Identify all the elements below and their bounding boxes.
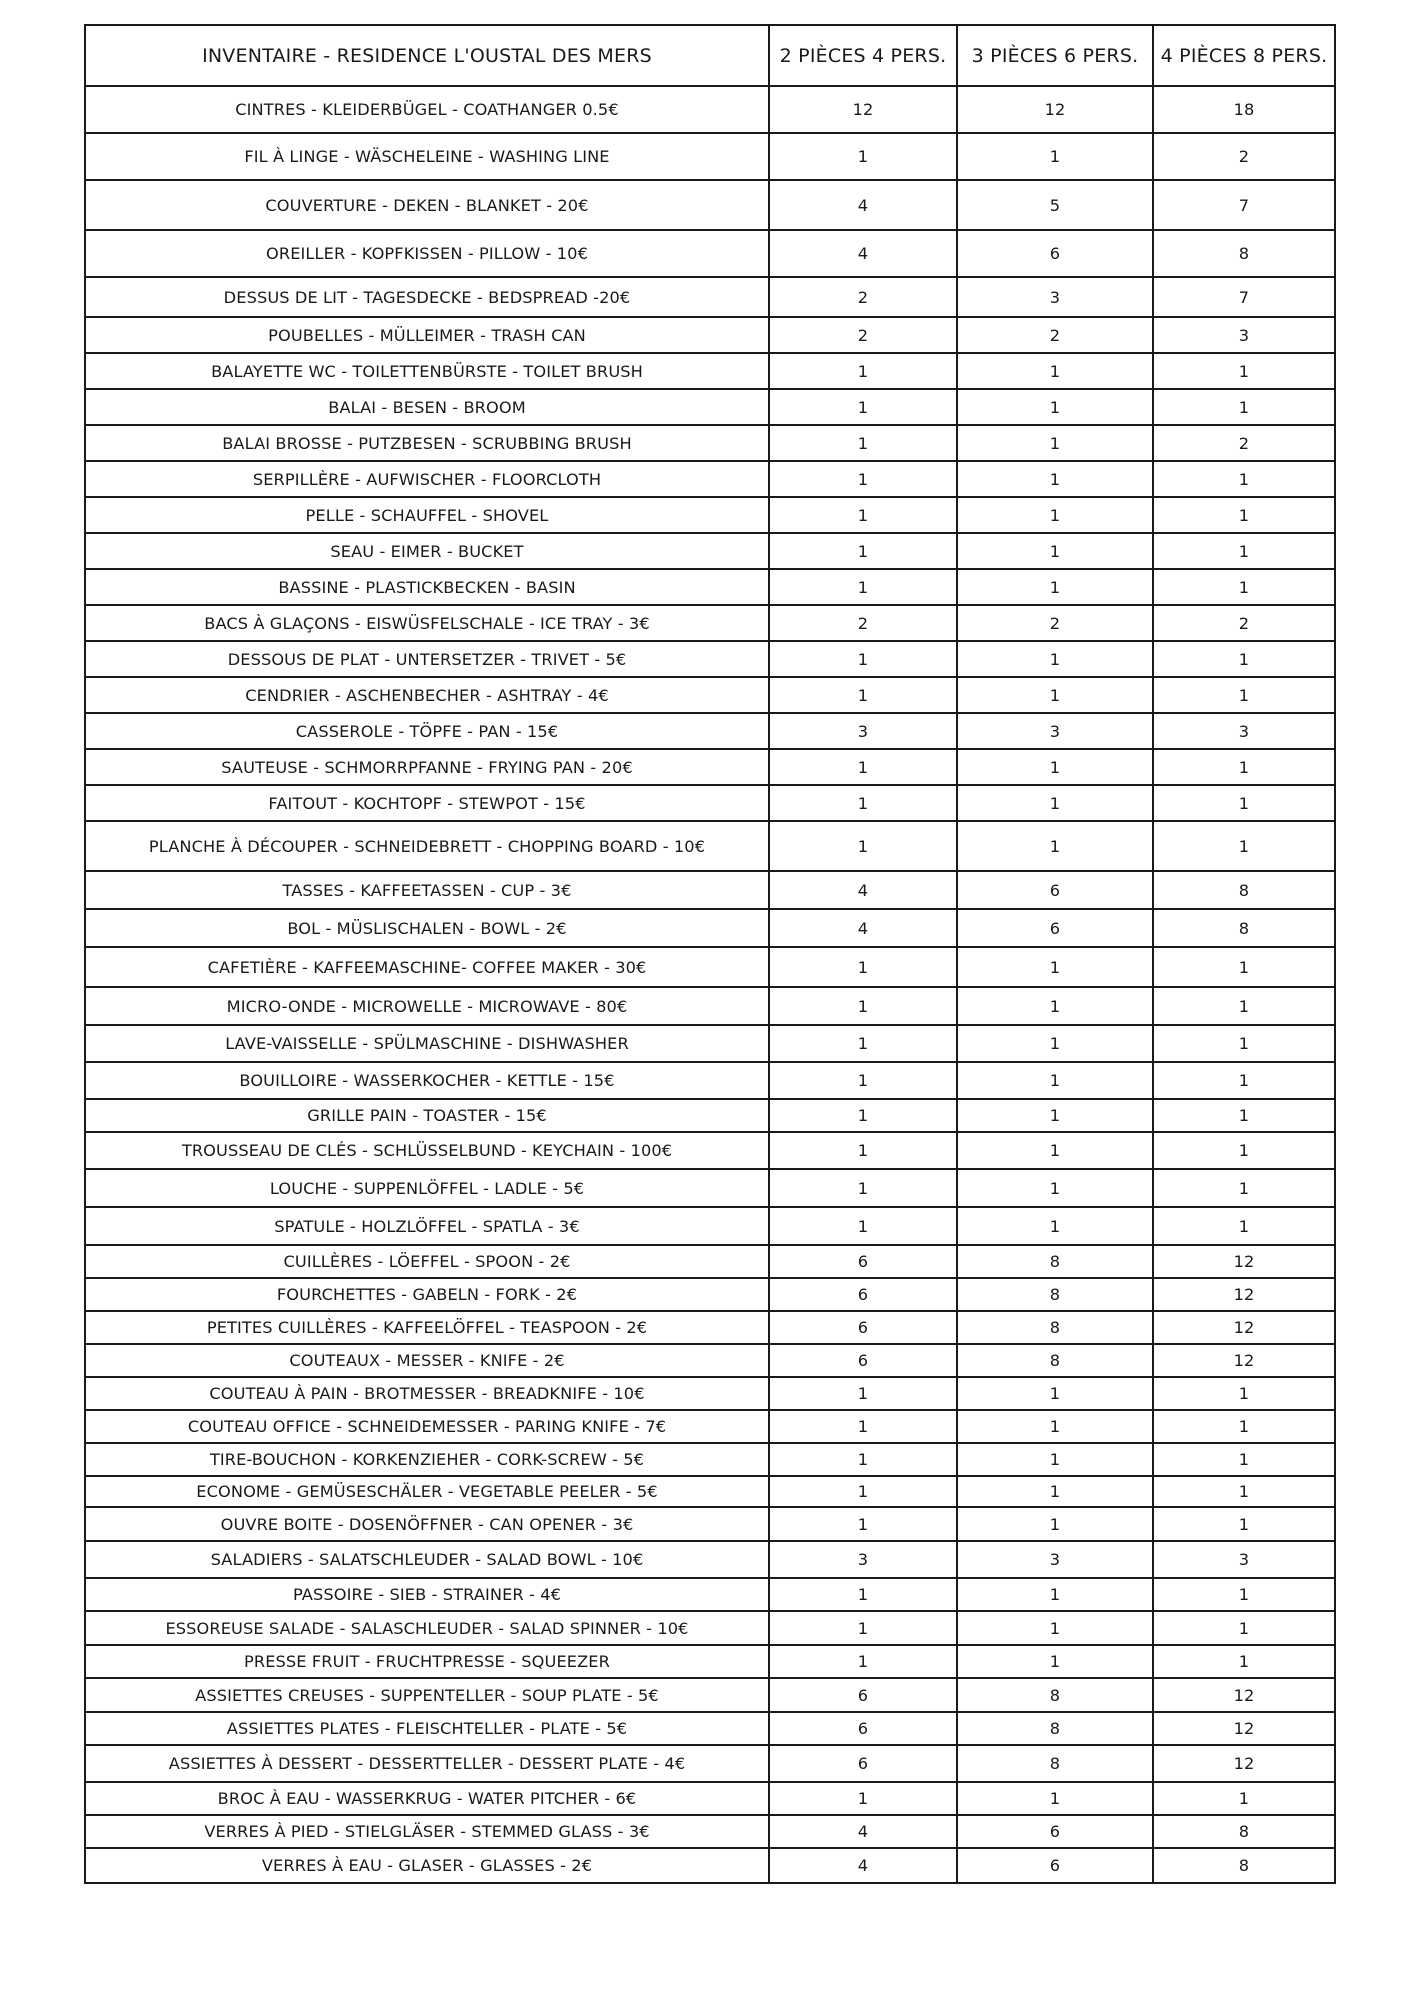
- qty-4-pieces: 8: [1153, 230, 1335, 277]
- item-name: OREILLER - KOPFKISSEN - PILLOW - 10€: [85, 230, 769, 277]
- qty-3-pieces: 1: [957, 389, 1153, 425]
- item-name: BALAI - BESEN - BROOM: [85, 389, 769, 425]
- qty-2-pieces: 2: [769, 317, 957, 353]
- qty-4-pieces: 1: [1153, 947, 1335, 987]
- table-row: [85, 1476, 1335, 1507]
- item-name: COUTEAU À PAIN - BROTMESSER - BREADKNIFE - 10€: [85, 1377, 769, 1410]
- table-row: [85, 353, 1335, 389]
- qty-3-pieces: 1: [957, 785, 1153, 821]
- qty-3-pieces: 1: [957, 677, 1153, 713]
- qty-2-pieces: 1: [769, 1207, 957, 1245]
- item-name: CENDRIER - ASCHENBECHER - ASHTRAY - 4€: [85, 677, 769, 713]
- item-name: TIRE-BOUCHON - KORKENZIEHER - CORK-SCREW - 5€: [85, 1443, 769, 1476]
- qty-2-pieces: 1: [769, 1099, 957, 1132]
- qty-3-pieces: 1: [957, 1099, 1153, 1132]
- qty-4-pieces: 8: [1153, 871, 1335, 909]
- qty-3-pieces: 3: [957, 1541, 1153, 1578]
- item-name: SEAU - EIMER - BUCKET: [85, 533, 769, 569]
- table-title: INVENTAIRE - RESIDENCE L'OUSTAL DES MERS: [85, 25, 769, 86]
- item-name: COUVERTURE - DEKEN - BLANKET - 20€: [85, 180, 769, 230]
- qty-2-pieces: 4: [769, 180, 957, 230]
- qty-3-pieces: 1: [957, 1169, 1153, 1207]
- item-name: CUILLÈRES - LÖEFFEL - SPOON - 2€: [85, 1245, 769, 1278]
- item-name: FOURCHETTES - GABELN - FORK - 2€: [85, 1278, 769, 1311]
- item-name: ASSIETTES CREUSES - SUPPENTELLER - SOUP PLATE - 5€: [85, 1678, 769, 1712]
- table-row: [85, 1745, 1335, 1782]
- qty-3-pieces: 5: [957, 180, 1153, 230]
- item-name: VERRES À EAU - GLASER - GLASSES - 2€: [85, 1848, 769, 1883]
- qty-4-pieces: 12: [1153, 1745, 1335, 1782]
- qty-2-pieces: 1: [769, 133, 957, 180]
- qty-3-pieces: 1: [957, 133, 1153, 180]
- qty-2-pieces: 4: [769, 230, 957, 277]
- table-row: [85, 1611, 1335, 1645]
- qty-2-pieces: 6: [769, 1278, 957, 1311]
- table-row: [85, 1245, 1335, 1278]
- qty-2-pieces: 1: [769, 947, 957, 987]
- qty-4-pieces: 3: [1153, 713, 1335, 749]
- table-row: [85, 1645, 1335, 1678]
- qty-3-pieces: 1: [957, 1377, 1153, 1410]
- qty-2-pieces: 4: [769, 909, 957, 947]
- item-name: VERRES À PIED - STIELGLÄSER - STEMMED GLASS - 3€: [85, 1815, 769, 1848]
- item-name: POUBELLES - MÜLLEIMER - TRASH CAN: [85, 317, 769, 353]
- qty-2-pieces: 12: [769, 86, 957, 133]
- item-name: PRESSE FRUIT - FRUCHTPRESSE - SQUEEZER: [85, 1645, 769, 1678]
- inventory-table: [84, 24, 1336, 1884]
- table-row: [85, 713, 1335, 749]
- qty-3-pieces: 1: [957, 533, 1153, 569]
- qty-3-pieces: 1: [957, 641, 1153, 677]
- item-name: SERPILLÈRE - AUFWISCHER - FLOORCLOTH: [85, 461, 769, 497]
- qty-4-pieces: 12: [1153, 1311, 1335, 1344]
- item-name: COUTEAUX - MESSER - KNIFE - 2€: [85, 1344, 769, 1377]
- qty-3-pieces: 1: [957, 569, 1153, 605]
- qty-3-pieces: 1: [957, 1578, 1153, 1611]
- qty-4-pieces: 12: [1153, 1278, 1335, 1311]
- item-name: ASSIETTES À DESSERT - DESSERTTELLER - DESSERT PLATE - 4€: [85, 1745, 769, 1782]
- inventory-sheet: [84, 24, 1334, 1884]
- qty-4-pieces: 1: [1153, 677, 1335, 713]
- qty-2-pieces: 3: [769, 713, 957, 749]
- column-header-4-pieces: 4 PIÈCES 8 PERS.: [1153, 25, 1335, 86]
- qty-4-pieces: 1: [1153, 1132, 1335, 1169]
- table-row: [85, 1099, 1335, 1132]
- qty-4-pieces: 1: [1153, 1611, 1335, 1645]
- qty-2-pieces: 2: [769, 605, 957, 641]
- qty-3-pieces: 2: [957, 317, 1153, 353]
- table-row: [85, 1278, 1335, 1311]
- qty-4-pieces: 1: [1153, 1099, 1335, 1132]
- qty-4-pieces: 12: [1153, 1712, 1335, 1745]
- qty-4-pieces: 1: [1153, 1782, 1335, 1815]
- item-name: ESSOREUSE SALADE - SALASCHLEUDER - SALAD SPINNER - 10€: [85, 1611, 769, 1645]
- qty-2-pieces: 1: [769, 533, 957, 569]
- qty-3-pieces: 1: [957, 1782, 1153, 1815]
- qty-3-pieces: 8: [957, 1311, 1153, 1344]
- qty-3-pieces: 6: [957, 1815, 1153, 1848]
- item-name: DESSUS DE LIT - TAGESDECKE - BEDSPREAD -20€: [85, 277, 769, 317]
- table-row: [85, 987, 1335, 1025]
- qty-3-pieces: 1: [957, 947, 1153, 987]
- qty-2-pieces: 1: [769, 641, 957, 677]
- qty-4-pieces: 12: [1153, 1344, 1335, 1377]
- qty-4-pieces: 1: [1153, 1062, 1335, 1099]
- qty-2-pieces: 6: [769, 1745, 957, 1782]
- qty-2-pieces: 1: [769, 1377, 957, 1410]
- qty-3-pieces: 6: [957, 871, 1153, 909]
- item-name: TASSES - KAFFEETASSEN - CUP - 3€: [85, 871, 769, 909]
- item-name: BOL - MÜSLISCHALEN - BOWL - 2€: [85, 909, 769, 947]
- qty-4-pieces: 2: [1153, 425, 1335, 461]
- item-name: BALAYETTE WC - TOILETTENBÜRSTE - TOILET BRUSH: [85, 353, 769, 389]
- qty-2-pieces: 1: [769, 569, 957, 605]
- qty-2-pieces: 1: [769, 1443, 957, 1476]
- qty-3-pieces: 1: [957, 1507, 1153, 1541]
- qty-3-pieces: 2: [957, 605, 1153, 641]
- qty-4-pieces: 1: [1153, 1645, 1335, 1678]
- qty-3-pieces: 1: [957, 1410, 1153, 1443]
- qty-3-pieces: 1: [957, 1476, 1153, 1507]
- table-row: [85, 605, 1335, 641]
- qty-2-pieces: 6: [769, 1678, 957, 1712]
- qty-3-pieces: 1: [957, 1611, 1153, 1645]
- qty-3-pieces: 1: [957, 461, 1153, 497]
- qty-2-pieces: 1: [769, 677, 957, 713]
- qty-4-pieces: 1: [1153, 1507, 1335, 1541]
- table-row: [85, 1410, 1335, 1443]
- qty-2-pieces: 4: [769, 871, 957, 909]
- item-name: COUTEAU OFFICE - SCHNEIDEMESSER - PARING KNIFE - 7€: [85, 1410, 769, 1443]
- qty-2-pieces: 1: [769, 461, 957, 497]
- table-row: [85, 909, 1335, 947]
- qty-2-pieces: 1: [769, 497, 957, 533]
- item-name: PLANCHE À DÉCOUPER - SCHNEIDEBRETT - CHOPPING BOARD - 10€: [85, 821, 769, 871]
- qty-2-pieces: 2: [769, 277, 957, 317]
- qty-4-pieces: 12: [1153, 1678, 1335, 1712]
- table-row: [85, 947, 1335, 987]
- item-name: OUVRE BOITE - DOSENÖFFNER - CAN OPENER - 3€: [85, 1507, 769, 1541]
- item-name: SPATULE - HOLZLÖFFEL - SPATLA - 3€: [85, 1207, 769, 1245]
- item-name: SAUTEUSE - SCHMORRPFANNE - FRYING PAN - 20€: [85, 749, 769, 785]
- qty-4-pieces: 8: [1153, 1848, 1335, 1883]
- item-name: CINTRES - KLEIDERBÜGEL - COATHANGER 0.5€: [85, 86, 769, 133]
- qty-3-pieces: 1: [957, 749, 1153, 785]
- qty-2-pieces: 1: [769, 1476, 957, 1507]
- qty-2-pieces: 1: [769, 785, 957, 821]
- qty-2-pieces: 1: [769, 1169, 957, 1207]
- qty-4-pieces: 2: [1153, 133, 1335, 180]
- qty-2-pieces: 1: [769, 749, 957, 785]
- qty-4-pieces: 18: [1153, 86, 1335, 133]
- qty-4-pieces: 1: [1153, 1377, 1335, 1410]
- item-name: CAFETIÈRE - KAFFEEMASCHINE- COFFEE MAKER - 30€: [85, 947, 769, 987]
- table-row: [85, 86, 1335, 133]
- qty-2-pieces: 1: [769, 425, 957, 461]
- qty-2-pieces: 6: [769, 1311, 957, 1344]
- item-name: DESSOUS DE PLAT - UNTERSETZER - TRIVET - 5€: [85, 641, 769, 677]
- qty-3-pieces: 1: [957, 497, 1153, 533]
- qty-2-pieces: 1: [769, 1578, 957, 1611]
- qty-2-pieces: 1: [769, 1645, 957, 1678]
- item-name: ECONOME - GEMÜSESCHÄLER - VEGETABLE PEELER - 5€: [85, 1476, 769, 1507]
- table-row: [85, 180, 1335, 230]
- item-name: GRILLE PAIN - TOASTER - 15€: [85, 1099, 769, 1132]
- table-row: [85, 871, 1335, 909]
- header-row: [85, 25, 1335, 86]
- table-row: [85, 1678, 1335, 1712]
- item-name: PASSOIRE - SIEB - STRAINER - 4€: [85, 1578, 769, 1611]
- column-header-2-pieces: 2 PIÈCES 4 PERS.: [769, 25, 957, 86]
- qty-4-pieces: 3: [1153, 1541, 1335, 1578]
- table-row: [85, 569, 1335, 605]
- table-row: [85, 641, 1335, 677]
- qty-4-pieces: 1: [1153, 749, 1335, 785]
- item-name: SALADIERS - SALATSCHLEUDER - SALAD BOWL - 10€: [85, 1541, 769, 1578]
- qty-2-pieces: 1: [769, 1410, 957, 1443]
- table-row: [85, 317, 1335, 353]
- qty-4-pieces: 1: [1153, 1025, 1335, 1062]
- qty-3-pieces: 1: [957, 1443, 1153, 1476]
- qty-3-pieces: 1: [957, 1645, 1153, 1678]
- item-name: BASSINE - PLASTICKBECKEN - BASIN: [85, 569, 769, 605]
- qty-3-pieces: 8: [957, 1712, 1153, 1745]
- table-row: [85, 1443, 1335, 1476]
- qty-3-pieces: 8: [957, 1245, 1153, 1278]
- qty-4-pieces: 1: [1153, 533, 1335, 569]
- table-row: [85, 1207, 1335, 1245]
- qty-3-pieces: 1: [957, 1062, 1153, 1099]
- qty-2-pieces: 1: [769, 353, 957, 389]
- qty-3-pieces: 1: [957, 353, 1153, 389]
- table-row: [85, 1712, 1335, 1745]
- qty-4-pieces: 1: [1153, 1578, 1335, 1611]
- table-row: [85, 1062, 1335, 1099]
- qty-3-pieces: 8: [957, 1678, 1153, 1712]
- qty-3-pieces: 12: [957, 86, 1153, 133]
- qty-2-pieces: 4: [769, 1848, 957, 1883]
- table-row: [85, 785, 1335, 821]
- table-row: [85, 461, 1335, 497]
- item-name: FAITOUT - KOCHTOPF - STEWPOT - 15€: [85, 785, 769, 821]
- table-row: [85, 1377, 1335, 1410]
- qty-2-pieces: 1: [769, 389, 957, 425]
- item-name: TROUSSEAU DE CLÉS - SCHLÜSSELBUND - KEYCHAIN - 100€: [85, 1132, 769, 1169]
- qty-2-pieces: 4: [769, 1815, 957, 1848]
- table-row: [85, 1782, 1335, 1815]
- qty-2-pieces: 1: [769, 1062, 957, 1099]
- table-row: [85, 133, 1335, 180]
- qty-3-pieces: 3: [957, 713, 1153, 749]
- qty-4-pieces: 12: [1153, 1245, 1335, 1278]
- qty-4-pieces: 7: [1153, 277, 1335, 317]
- qty-4-pieces: 3: [1153, 317, 1335, 353]
- table-row: [85, 1025, 1335, 1062]
- table-row: [85, 1344, 1335, 1377]
- table-row: [85, 1507, 1335, 1541]
- qty-4-pieces: 1: [1153, 1476, 1335, 1507]
- qty-4-pieces: 1: [1153, 353, 1335, 389]
- qty-4-pieces: 1: [1153, 497, 1335, 533]
- qty-3-pieces: 1: [957, 987, 1153, 1025]
- qty-4-pieces: 2: [1153, 605, 1335, 641]
- item-name: ASSIETTES PLATES - FLEISCHTELLER - PLATE - 5€: [85, 1712, 769, 1745]
- item-name: LOUCHE - SUPPENLÖFFEL - LADLE - 5€: [85, 1169, 769, 1207]
- item-name: PETITES CUILLÈRES - KAFFEELÖFFEL - TEASPOON - 2€: [85, 1311, 769, 1344]
- qty-2-pieces: 6: [769, 1245, 957, 1278]
- table-row: [85, 533, 1335, 569]
- qty-3-pieces: 8: [957, 1745, 1153, 1782]
- qty-4-pieces: 1: [1153, 1207, 1335, 1245]
- qty-2-pieces: 6: [769, 1712, 957, 1745]
- column-header-3-pieces: 3 PIÈCES 6 PERS.: [957, 25, 1153, 86]
- qty-2-pieces: 1: [769, 1611, 957, 1645]
- qty-3-pieces: 1: [957, 1207, 1153, 1245]
- qty-3-pieces: 3: [957, 277, 1153, 317]
- qty-4-pieces: 1: [1153, 569, 1335, 605]
- table-row: [85, 1578, 1335, 1611]
- qty-3-pieces: 8: [957, 1344, 1153, 1377]
- item-name: BACS À GLAÇONS - EISWÜSFELSCHALE - ICE TRAY - 3€: [85, 605, 769, 641]
- table-row: [85, 389, 1335, 425]
- qty-3-pieces: 1: [957, 1132, 1153, 1169]
- qty-2-pieces: 1: [769, 1782, 957, 1815]
- table-row: [85, 1815, 1335, 1848]
- qty-4-pieces: 1: [1153, 785, 1335, 821]
- qty-4-pieces: 1: [1153, 461, 1335, 497]
- qty-3-pieces: 1: [957, 425, 1153, 461]
- qty-2-pieces: 6: [769, 1344, 957, 1377]
- qty-4-pieces: 1: [1153, 641, 1335, 677]
- table-row: [85, 230, 1335, 277]
- table-row: [85, 1169, 1335, 1207]
- qty-3-pieces: 1: [957, 821, 1153, 871]
- item-name: BALAI BROSSE - PUTZBESEN - SCRUBBING BRUSH: [85, 425, 769, 461]
- qty-4-pieces: 1: [1153, 389, 1335, 425]
- item-name: MICRO-ONDE - MICROWELLE - MICROWAVE - 80€: [85, 987, 769, 1025]
- table-row: [85, 497, 1335, 533]
- qty-4-pieces: 8: [1153, 1815, 1335, 1848]
- qty-3-pieces: 1: [957, 1025, 1153, 1062]
- item-name: LAVE-VAISSELLE - SPÜLMASCHINE - DISHWASHER: [85, 1025, 769, 1062]
- item-name: FIL À LINGE - WÄSCHELEINE - WASHING LINE: [85, 133, 769, 180]
- qty-2-pieces: 1: [769, 1507, 957, 1541]
- qty-2-pieces: 1: [769, 821, 957, 871]
- qty-4-pieces: 1: [1153, 1169, 1335, 1207]
- table-row: [85, 425, 1335, 461]
- table-row: [85, 677, 1335, 713]
- table-row: [85, 1311, 1335, 1344]
- table-row: [85, 1848, 1335, 1883]
- qty-3-pieces: 8: [957, 1278, 1153, 1311]
- qty-3-pieces: 6: [957, 909, 1153, 947]
- qty-2-pieces: 1: [769, 987, 957, 1025]
- qty-4-pieces: 7: [1153, 180, 1335, 230]
- qty-2-pieces: 1: [769, 1132, 957, 1169]
- table-row: [85, 277, 1335, 317]
- qty-2-pieces: 1: [769, 1025, 957, 1062]
- qty-4-pieces: 1: [1153, 987, 1335, 1025]
- qty-4-pieces: 1: [1153, 1443, 1335, 1476]
- qty-3-pieces: 6: [957, 1848, 1153, 1883]
- item-name: PELLE - SCHAUFFEL - SHOVEL: [85, 497, 769, 533]
- qty-3-pieces: 6: [957, 230, 1153, 277]
- item-name: BROC À EAU - WASSERKRUG - WATER PITCHER - 6€: [85, 1782, 769, 1815]
- table-row: [85, 1541, 1335, 1578]
- qty-4-pieces: 1: [1153, 1410, 1335, 1443]
- item-name: BOUILLOIRE - WASSERKOCHER - KETTLE - 15€: [85, 1062, 769, 1099]
- table-row: [85, 1132, 1335, 1169]
- qty-4-pieces: 1: [1153, 821, 1335, 871]
- table-row: [85, 821, 1335, 871]
- qty-4-pieces: 8: [1153, 909, 1335, 947]
- qty-2-pieces: 3: [769, 1541, 957, 1578]
- item-name: CASSEROLE - TÖPFE - PAN - 15€: [85, 713, 769, 749]
- table-row: [85, 749, 1335, 785]
